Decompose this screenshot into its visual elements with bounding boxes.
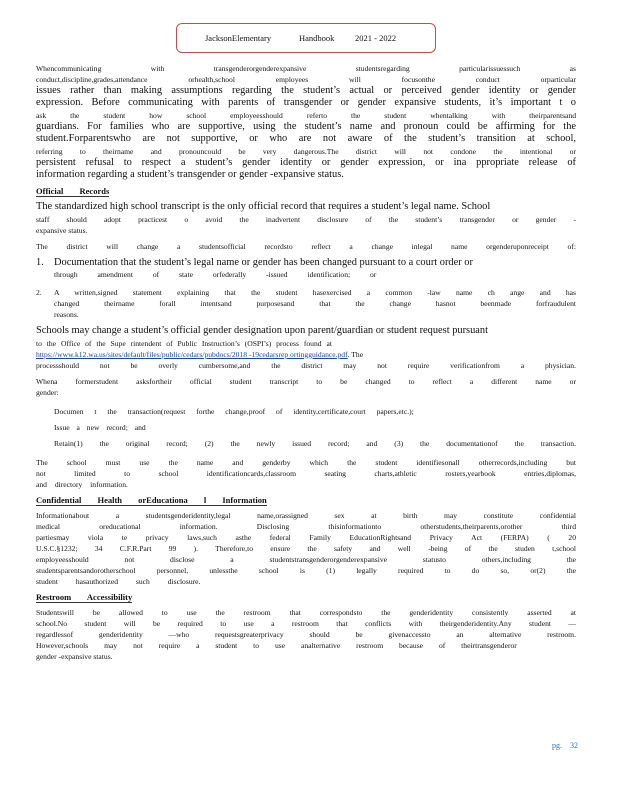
official-records-section xyxy=(36,201,576,489)
official-p5-line: not limited to school identificationcards,classroom seating charts,athletic rosters,yearbook entries,diplomas, xyxy=(36,468,576,478)
official-p5-line: and directory information. xyxy=(36,479,128,489)
ospi-guidance-link[interactable]: https://www.k12.wa.us/sites/default/files/public/cedars/pubdocs/2018 -19cedarsrep ortingguidance.pdf xyxy=(36,349,348,359)
restroom-line: gender -expansive status. xyxy=(36,651,113,661)
confidential-section xyxy=(36,510,576,587)
numbered-item xyxy=(36,287,576,320)
official-p1-line: staff should adopt practicest o avoid the inadvertent disclosure of the student’s transgender or gender - xyxy=(36,214,576,224)
official-p1-line: expansive status. xyxy=(36,225,88,235)
bullet-glyph xyxy=(36,422,54,433)
item-number: 1. xyxy=(36,256,44,268)
intro-line: conduct,discipline,grades,attendance orhealth,school employees will focusonthe conduct orparticular xyxy=(36,75,576,84)
confidential-line: employeesshould not disclose a studentstransgenderorgenderexpansive statusto others,including the xyxy=(36,554,576,564)
official-p3b: processshould not be overly cumbersome,and the district may not require verificationfrom a physician. xyxy=(36,360,576,370)
confidential-line: partiesmay viola te privacy laws,such asthe federal Family EducationRightsand Privacy Act (FERPA) ( 20 xyxy=(36,532,576,542)
restroom-line: However,schools may not require a student to use analternative restroom because of theirtransgenderor xyxy=(36,640,517,650)
confidential-line: U.S.C.§1232; 34 C.F.R.Part 99 ). Therefore,to ensure the safety and well -being of the studen t,school xyxy=(36,543,576,553)
item-line: Documentation that the student’s legal name or gender has been changed pursuant to a court order or xyxy=(54,256,473,268)
confidential-info-heading: Confidential Health orEducationa l Information xyxy=(36,494,267,505)
header-school-year: 2021 - 2022 xyxy=(355,33,397,43)
official-p3-line: to the Office of the Supe rintendent of Public Instruction’s (OSPI’s) process found at xyxy=(36,338,332,348)
intro-line: guardians. For families who are supportive, using the student’s name and pronoun could be affirming for the xyxy=(36,120,576,132)
intro-line: expression. Before communicating with parents of transgender or gender expansive students, it’s important t o xyxy=(36,97,576,109)
official-p3-line: Schools may change a student’s official gender designation upon parent/guardian or student request pursuant xyxy=(36,325,488,337)
intro-line: Whencommunicating with transgenderorgenderexpansive studentsregarding particularissuessuch as xyxy=(36,64,576,73)
restroom-line: regardlessof genderidentity —who requestsgreaterprivacy should be givenaccessto an alternative restroom. xyxy=(36,629,576,639)
restroom-accessibility-heading: Restroom Accessibility xyxy=(36,591,133,602)
restroom-section xyxy=(36,607,576,662)
after-link-text: . The xyxy=(347,349,364,359)
item-line: A written,signed statement explaining that the student hasexercised a common -law name ch ange and has xyxy=(54,288,576,298)
item-line: changed theirname forall intentsand purposesand that the change hasnot beenmade forfraudulent xyxy=(54,299,576,309)
official-records-heading: Official Records xyxy=(36,186,110,197)
official-p4-line: Whena formerstudent asksfortheir official student transcript to be changed to reflect a different name or xyxy=(36,376,576,386)
item-number: 2. xyxy=(36,288,42,298)
bullet-text: Issue a new record; and xyxy=(54,422,146,432)
intro-paragraph xyxy=(36,63,576,181)
document-body xyxy=(36,63,576,662)
numbered-item xyxy=(36,257,576,280)
official-p2: The district will change a studentsofficial recordsto reflect a change inlegal name orgenderuponreceipt of: xyxy=(36,241,576,251)
bullet-item xyxy=(36,438,576,449)
bullet-glyph xyxy=(36,438,54,449)
item-line: through amendment of state orfederally -issued identification; or xyxy=(54,270,377,280)
confidential-line: medical oreducational information. Disclosing thisinformationto otherstudents,theirparents,orother third xyxy=(36,521,576,531)
official-p1-line: The standardized high school transcript is the only official record that requires a student’s legal name. School xyxy=(36,201,491,213)
intro-line: issues rather than making assumptions regarding the student’s actual or perceived gender identity or gender xyxy=(36,85,576,96)
confidential-line: Informationabout a studentsgenderidentity,legal name,orassigned sex at birth may constitute confidential xyxy=(36,510,576,520)
restroom-line: school.No student will be required to use a restroom that conflicts with theirgenderidentity.Any student — xyxy=(36,618,576,628)
confidential-line: studentsparentsandorotherschool personnel, unlessthe school is (1) legally required to do so, or(2) the xyxy=(36,565,576,575)
bullet-item xyxy=(36,422,576,433)
bullet-item xyxy=(36,406,576,417)
confidential-line: student hasauthorized such disclosure. xyxy=(36,576,201,586)
header-doc-name: Handbook xyxy=(299,33,335,43)
page-label: pg. xyxy=(552,741,562,750)
official-p5-line: The school must use the name and genderby which the student identifiesonall otherrecords,including but xyxy=(36,457,576,467)
bullet-text: Documen t the transaction(request forthe change,proof of identity,certificate,court papers,etc.); xyxy=(54,406,414,416)
intro-line: student.Forparentswho are not supportive, or who are not aware of the student’s transition at school, xyxy=(36,133,576,145)
restroom-line: Studentswill be allowed to use the restroom that correspondsto the genderidentity consistently asserted at xyxy=(36,607,576,617)
bullet-text: Retain(1) the original record; (2) the newly issued record; and (3) the documentationof the transaction. xyxy=(54,438,576,448)
handbook-header-box xyxy=(176,23,436,53)
official-link-line xyxy=(36,349,576,360)
official-p4-line: gender: xyxy=(36,387,59,397)
page-number-footer xyxy=(552,741,578,750)
intro-line: information regarding a student’s transgender or gender -expansive status. xyxy=(36,169,344,181)
item-line: reasons. xyxy=(54,310,79,320)
intro-line: ask the student how school employeesshould referto the student whentalking with theirparentsand xyxy=(36,110,576,120)
intro-line: referring to theirname and pronouncould be very dangerous.The district will not condone the intentional or xyxy=(36,146,576,156)
bullet-glyph xyxy=(36,406,54,417)
page-number: 32 xyxy=(570,741,578,750)
intro-line: persistent refusal to respect a student’s gender identity or gender expression, or ina ppropriate release of xyxy=(36,156,576,168)
header-school-name: JacksonElementary xyxy=(205,33,272,43)
